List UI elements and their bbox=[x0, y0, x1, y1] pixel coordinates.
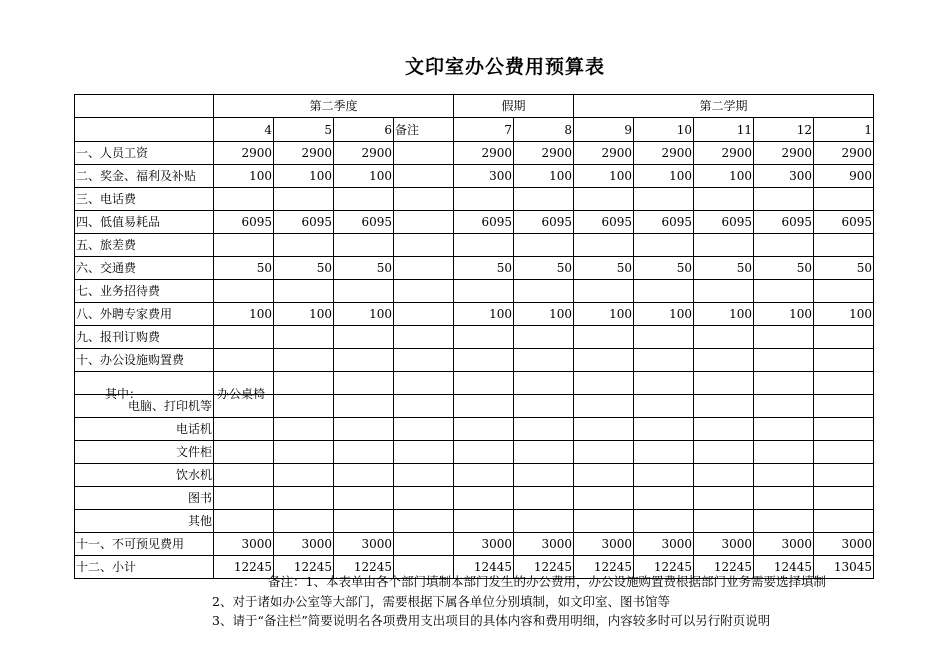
value-cell: 2900 bbox=[574, 142, 634, 165]
table-row bbox=[75, 165, 874, 188]
value-cell: 100 bbox=[514, 303, 574, 326]
value-cell: 12245 bbox=[274, 556, 334, 579]
value-cell bbox=[694, 280, 754, 303]
month-cell: 12 bbox=[754, 118, 814, 142]
value-cell: 100 bbox=[634, 303, 694, 326]
value-cell: 50 bbox=[514, 257, 574, 280]
row-label: 九、报刊订购费 bbox=[75, 326, 214, 349]
value-cell bbox=[214, 441, 274, 464]
value-cell bbox=[334, 395, 394, 418]
sub-row-label: 其他 bbox=[75, 510, 214, 533]
value-cell: 2900 bbox=[274, 142, 334, 165]
value-cell bbox=[634, 234, 694, 257]
value-cell: 50 bbox=[214, 257, 274, 280]
value-cell bbox=[574, 487, 634, 510]
value-cell bbox=[574, 510, 634, 533]
value-cell bbox=[574, 234, 634, 257]
value-cell bbox=[274, 510, 334, 533]
value-cell: 3000 bbox=[454, 533, 514, 556]
month-cell: 6 bbox=[334, 118, 394, 142]
value-cell bbox=[334, 188, 394, 211]
row-label: 六、交通费 bbox=[75, 257, 214, 280]
value-cell: 3000 bbox=[514, 533, 574, 556]
sub-item-desk: 办公桌椅 bbox=[216, 387, 265, 401]
row-label: 七、业务招待费 bbox=[75, 280, 214, 303]
value-cell bbox=[814, 487, 874, 510]
value-cell: 12245 bbox=[634, 556, 694, 579]
value-cell bbox=[214, 326, 274, 349]
value-cell: 3000 bbox=[334, 533, 394, 556]
value-cell bbox=[454, 395, 514, 418]
value-cell bbox=[514, 510, 574, 533]
month-cell: 4 bbox=[214, 118, 274, 142]
month-cell: 8 bbox=[514, 118, 574, 142]
value-cell bbox=[274, 349, 334, 372]
value-cell bbox=[214, 418, 274, 441]
value-cell bbox=[574, 188, 634, 211]
note-cell bbox=[394, 234, 454, 257]
value-cell bbox=[274, 464, 334, 487]
value-cell bbox=[634, 349, 694, 372]
value-cell bbox=[814, 510, 874, 533]
table-row bbox=[75, 326, 874, 349]
value-cell bbox=[334, 464, 394, 487]
table-row bbox=[75, 280, 874, 303]
value-cell: 50 bbox=[754, 257, 814, 280]
value-cell bbox=[694, 441, 754, 464]
value-cell bbox=[634, 326, 694, 349]
value-cell: 100 bbox=[454, 303, 514, 326]
value-cell bbox=[694, 234, 754, 257]
table-row bbox=[75, 510, 874, 533]
row-label: 三、电话费 bbox=[75, 188, 214, 211]
value-cell bbox=[274, 372, 334, 395]
value-cell bbox=[814, 280, 874, 303]
sub-row-label: 电话机 bbox=[75, 418, 214, 441]
value-cell bbox=[694, 487, 754, 510]
sub-row-label: 文件柜 bbox=[75, 441, 214, 464]
value-cell bbox=[754, 487, 814, 510]
value-cell bbox=[454, 326, 514, 349]
table-row bbox=[75, 142, 874, 165]
table-row bbox=[75, 487, 874, 510]
value-cell bbox=[514, 280, 574, 303]
value-cell bbox=[214, 280, 274, 303]
value-cell bbox=[514, 326, 574, 349]
value-cell bbox=[454, 418, 514, 441]
value-cell bbox=[454, 487, 514, 510]
note-cell bbox=[394, 533, 454, 556]
value-cell: 50 bbox=[454, 257, 514, 280]
value-cell bbox=[274, 234, 334, 257]
note-line-2: 2、对于诸如办公室等大部门，需要根据下属各单位分别填制，如文印室、图书馆等 bbox=[212, 594, 670, 609]
value-cell bbox=[214, 487, 274, 510]
value-cell bbox=[574, 326, 634, 349]
row-label: 十、办公设施购置费 bbox=[75, 349, 214, 372]
value-cell bbox=[694, 464, 754, 487]
value-cell bbox=[754, 372, 814, 395]
group-header-row bbox=[75, 95, 874, 118]
note-cell bbox=[394, 395, 454, 418]
value-cell: 100 bbox=[754, 303, 814, 326]
value-cell: 3000 bbox=[274, 533, 334, 556]
month-cell: 1 bbox=[814, 118, 874, 142]
value-cell bbox=[754, 510, 814, 533]
value-cell bbox=[814, 349, 874, 372]
sub-prefix: 其中： bbox=[105, 387, 142, 401]
value-cell bbox=[214, 234, 274, 257]
note-cell bbox=[394, 326, 454, 349]
value-cell: 2900 bbox=[634, 142, 694, 165]
value-cell bbox=[274, 395, 334, 418]
value-cell bbox=[334, 372, 394, 395]
value-cell bbox=[574, 349, 634, 372]
note-cell bbox=[394, 257, 454, 280]
value-cell: 100 bbox=[274, 165, 334, 188]
table-row bbox=[75, 234, 874, 257]
value-cell: 6095 bbox=[514, 211, 574, 234]
value-cell: 2900 bbox=[214, 142, 274, 165]
table-row bbox=[75, 372, 874, 395]
value-cell bbox=[634, 441, 694, 464]
value-cell: 300 bbox=[754, 165, 814, 188]
value-cell: 50 bbox=[634, 257, 694, 280]
row-label: 五、旅差费 bbox=[75, 234, 214, 257]
value-cell: 100 bbox=[694, 303, 754, 326]
value-cell bbox=[634, 188, 694, 211]
value-cell: 12245 bbox=[514, 556, 574, 579]
value-cell bbox=[754, 395, 814, 418]
value-cell bbox=[694, 372, 754, 395]
value-cell bbox=[454, 234, 514, 257]
value-cell bbox=[754, 349, 814, 372]
value-cell bbox=[514, 234, 574, 257]
value-cell bbox=[334, 510, 394, 533]
table-row bbox=[75, 349, 874, 372]
month-cell: 5 bbox=[274, 118, 334, 142]
value-cell bbox=[454, 280, 514, 303]
value-cell: 2900 bbox=[454, 142, 514, 165]
value-cell: 12445 bbox=[454, 556, 514, 579]
value-cell bbox=[514, 188, 574, 211]
sub-row-label: 图书 bbox=[75, 487, 214, 510]
value-cell bbox=[334, 441, 394, 464]
value-cell: 50 bbox=[334, 257, 394, 280]
value-cell bbox=[634, 280, 694, 303]
value-cell bbox=[634, 464, 694, 487]
table-row bbox=[75, 418, 874, 441]
value-cell bbox=[814, 464, 874, 487]
value-cell: 6095 bbox=[574, 211, 634, 234]
value-cell: 2900 bbox=[694, 142, 754, 165]
value-cell: 12245 bbox=[574, 556, 634, 579]
value-cell bbox=[694, 395, 754, 418]
row-label: 二、奖金、福利及补贴 bbox=[75, 165, 214, 188]
value-cell bbox=[514, 418, 574, 441]
value-cell bbox=[754, 280, 814, 303]
note-cell bbox=[394, 165, 454, 188]
value-cell: 3000 bbox=[814, 533, 874, 556]
table-row bbox=[75, 257, 874, 280]
value-cell: 6095 bbox=[334, 211, 394, 234]
value-cell: 100 bbox=[274, 303, 334, 326]
value-cell bbox=[454, 441, 514, 464]
note-cell bbox=[394, 280, 454, 303]
value-cell bbox=[274, 487, 334, 510]
value-cell bbox=[574, 372, 634, 395]
value-cell: 50 bbox=[274, 257, 334, 280]
note-cell bbox=[394, 142, 454, 165]
value-cell bbox=[334, 349, 394, 372]
note-cell bbox=[394, 418, 454, 441]
value-cell: 6095 bbox=[754, 211, 814, 234]
note-cell bbox=[394, 372, 454, 395]
value-cell bbox=[274, 326, 334, 349]
value-cell bbox=[814, 372, 874, 395]
value-cell bbox=[514, 441, 574, 464]
value-cell: 12245 bbox=[214, 556, 274, 579]
value-cell bbox=[634, 510, 694, 533]
value-cell: 3000 bbox=[754, 533, 814, 556]
value-cell bbox=[334, 234, 394, 257]
month-blank-cell bbox=[75, 118, 214, 142]
value-cell bbox=[814, 395, 874, 418]
value-cell: 100 bbox=[334, 303, 394, 326]
value-cell: 100 bbox=[634, 165, 694, 188]
month-header-row bbox=[75, 118, 874, 142]
value-cell bbox=[514, 487, 574, 510]
value-cell bbox=[514, 395, 574, 418]
value-cell: 6095 bbox=[814, 211, 874, 234]
value-cell bbox=[814, 234, 874, 257]
note-line-3: 3、请于“备注栏”简要说明名各项费用支出项目的具体内容和费用明细，内容较多时可以另行附页说明 bbox=[212, 613, 771, 628]
value-cell bbox=[754, 441, 814, 464]
value-cell bbox=[514, 372, 574, 395]
group-semester2: 第二学期 bbox=[574, 95, 874, 118]
value-cell: 900 bbox=[814, 165, 874, 188]
month-cell: 10 bbox=[634, 118, 694, 142]
value-cell: 50 bbox=[694, 257, 754, 280]
note-cell bbox=[394, 349, 454, 372]
table-row bbox=[75, 464, 874, 487]
note-cell bbox=[394, 487, 454, 510]
value-cell bbox=[334, 280, 394, 303]
table-row bbox=[75, 533, 874, 556]
value-cell: 6095 bbox=[694, 211, 754, 234]
value-cell: 6095 bbox=[214, 211, 274, 234]
value-cell bbox=[754, 418, 814, 441]
sub-row-label: 饮水机 bbox=[75, 464, 214, 487]
row-label: 八、外聘专家费用 bbox=[75, 303, 214, 326]
value-cell: 6095 bbox=[454, 211, 514, 234]
value-cell bbox=[454, 349, 514, 372]
value-cell bbox=[694, 326, 754, 349]
value-cell bbox=[574, 418, 634, 441]
month-cell: 11 bbox=[694, 118, 754, 142]
value-cell: 100 bbox=[694, 165, 754, 188]
value-cell: 100 bbox=[214, 165, 274, 188]
value-cell bbox=[574, 280, 634, 303]
value-cell bbox=[274, 441, 334, 464]
value-cell: 12245 bbox=[334, 556, 394, 579]
value-cell bbox=[334, 487, 394, 510]
sub-row-label: 电脑、打印机等 bbox=[75, 395, 214, 418]
row-label: 四、低值易耗品 bbox=[75, 211, 214, 234]
note-cell bbox=[394, 510, 454, 533]
value-cell bbox=[214, 188, 274, 211]
value-cell bbox=[334, 418, 394, 441]
value-cell: 100 bbox=[574, 303, 634, 326]
header-blank-cell bbox=[75, 95, 214, 118]
value-cell: 2900 bbox=[514, 142, 574, 165]
value-cell bbox=[454, 464, 514, 487]
value-cell: 100 bbox=[334, 165, 394, 188]
value-cell bbox=[214, 464, 274, 487]
note-header: 备注 bbox=[394, 118, 454, 142]
value-cell bbox=[214, 510, 274, 533]
value-cell bbox=[274, 188, 334, 211]
table-row bbox=[75, 211, 874, 234]
row-label: 十一、不可预见费用 bbox=[75, 533, 214, 556]
value-cell bbox=[454, 188, 514, 211]
value-cell bbox=[694, 510, 754, 533]
value-cell: 13045 bbox=[814, 556, 874, 579]
value-cell bbox=[814, 188, 874, 211]
value-cell: 300 bbox=[454, 165, 514, 188]
group-q2: 第二季度 bbox=[214, 95, 454, 118]
value-cell: 3000 bbox=[634, 533, 694, 556]
value-cell: 100 bbox=[574, 165, 634, 188]
table-row bbox=[75, 441, 874, 464]
page-title: 文印室办公费用预算表 bbox=[404, 56, 605, 78]
value-cell bbox=[754, 188, 814, 211]
note-cell bbox=[394, 303, 454, 326]
value-cell: 2900 bbox=[334, 142, 394, 165]
value-cell: 3000 bbox=[214, 533, 274, 556]
value-cell bbox=[814, 418, 874, 441]
value-cell bbox=[574, 441, 634, 464]
value-cell bbox=[754, 326, 814, 349]
note-cell bbox=[394, 188, 454, 211]
value-cell: 12245 bbox=[694, 556, 754, 579]
table-row bbox=[75, 395, 874, 418]
value-cell: 3000 bbox=[694, 533, 754, 556]
value-cell bbox=[334, 326, 394, 349]
value-cell bbox=[274, 418, 334, 441]
value-cell bbox=[574, 395, 634, 418]
note-cell bbox=[394, 211, 454, 234]
table-row bbox=[75, 303, 874, 326]
value-cell bbox=[814, 326, 874, 349]
sub-row-label bbox=[75, 372, 265, 401]
value-cell bbox=[754, 234, 814, 257]
value-cell bbox=[694, 349, 754, 372]
value-cell: 100 bbox=[214, 303, 274, 326]
value-cell bbox=[694, 418, 754, 441]
value-cell bbox=[274, 280, 334, 303]
value-cell bbox=[634, 418, 694, 441]
value-cell bbox=[454, 372, 514, 395]
value-cell: 100 bbox=[814, 303, 874, 326]
value-cell bbox=[214, 349, 274, 372]
value-cell: 12445 bbox=[754, 556, 814, 579]
value-cell bbox=[634, 395, 694, 418]
value-cell bbox=[514, 349, 574, 372]
month-cell: 9 bbox=[574, 118, 634, 142]
value-cell bbox=[754, 464, 814, 487]
value-cell bbox=[814, 441, 874, 464]
value-cell bbox=[694, 188, 754, 211]
value-cell: 2900 bbox=[754, 142, 814, 165]
value-cell: 50 bbox=[574, 257, 634, 280]
value-cell: 6095 bbox=[274, 211, 334, 234]
value-cell bbox=[514, 464, 574, 487]
note-cell bbox=[394, 441, 454, 464]
value-cell: 50 bbox=[814, 257, 874, 280]
note-cell bbox=[394, 464, 454, 487]
month-cell: 7 bbox=[454, 118, 514, 142]
note-line-1: 备注：1、本表单由各个部门填制本部门发生的办公费用，办公设施购置费根据部门业务需要选择填制 bbox=[268, 574, 826, 589]
row-label: 一、人员工资 bbox=[75, 142, 214, 165]
value-cell bbox=[454, 510, 514, 533]
value-cell bbox=[574, 464, 634, 487]
table-row bbox=[75, 188, 874, 211]
value-cell: 100 bbox=[514, 165, 574, 188]
group-holiday: 假期 bbox=[454, 95, 574, 118]
value-cell bbox=[634, 487, 694, 510]
value-cell: 3000 bbox=[574, 533, 634, 556]
value-cell bbox=[634, 372, 694, 395]
row-label: 十二、小计 bbox=[75, 556, 214, 579]
value-cell: 2900 bbox=[814, 142, 874, 165]
value-cell: 6095 bbox=[634, 211, 694, 234]
budget-table bbox=[74, 94, 874, 579]
